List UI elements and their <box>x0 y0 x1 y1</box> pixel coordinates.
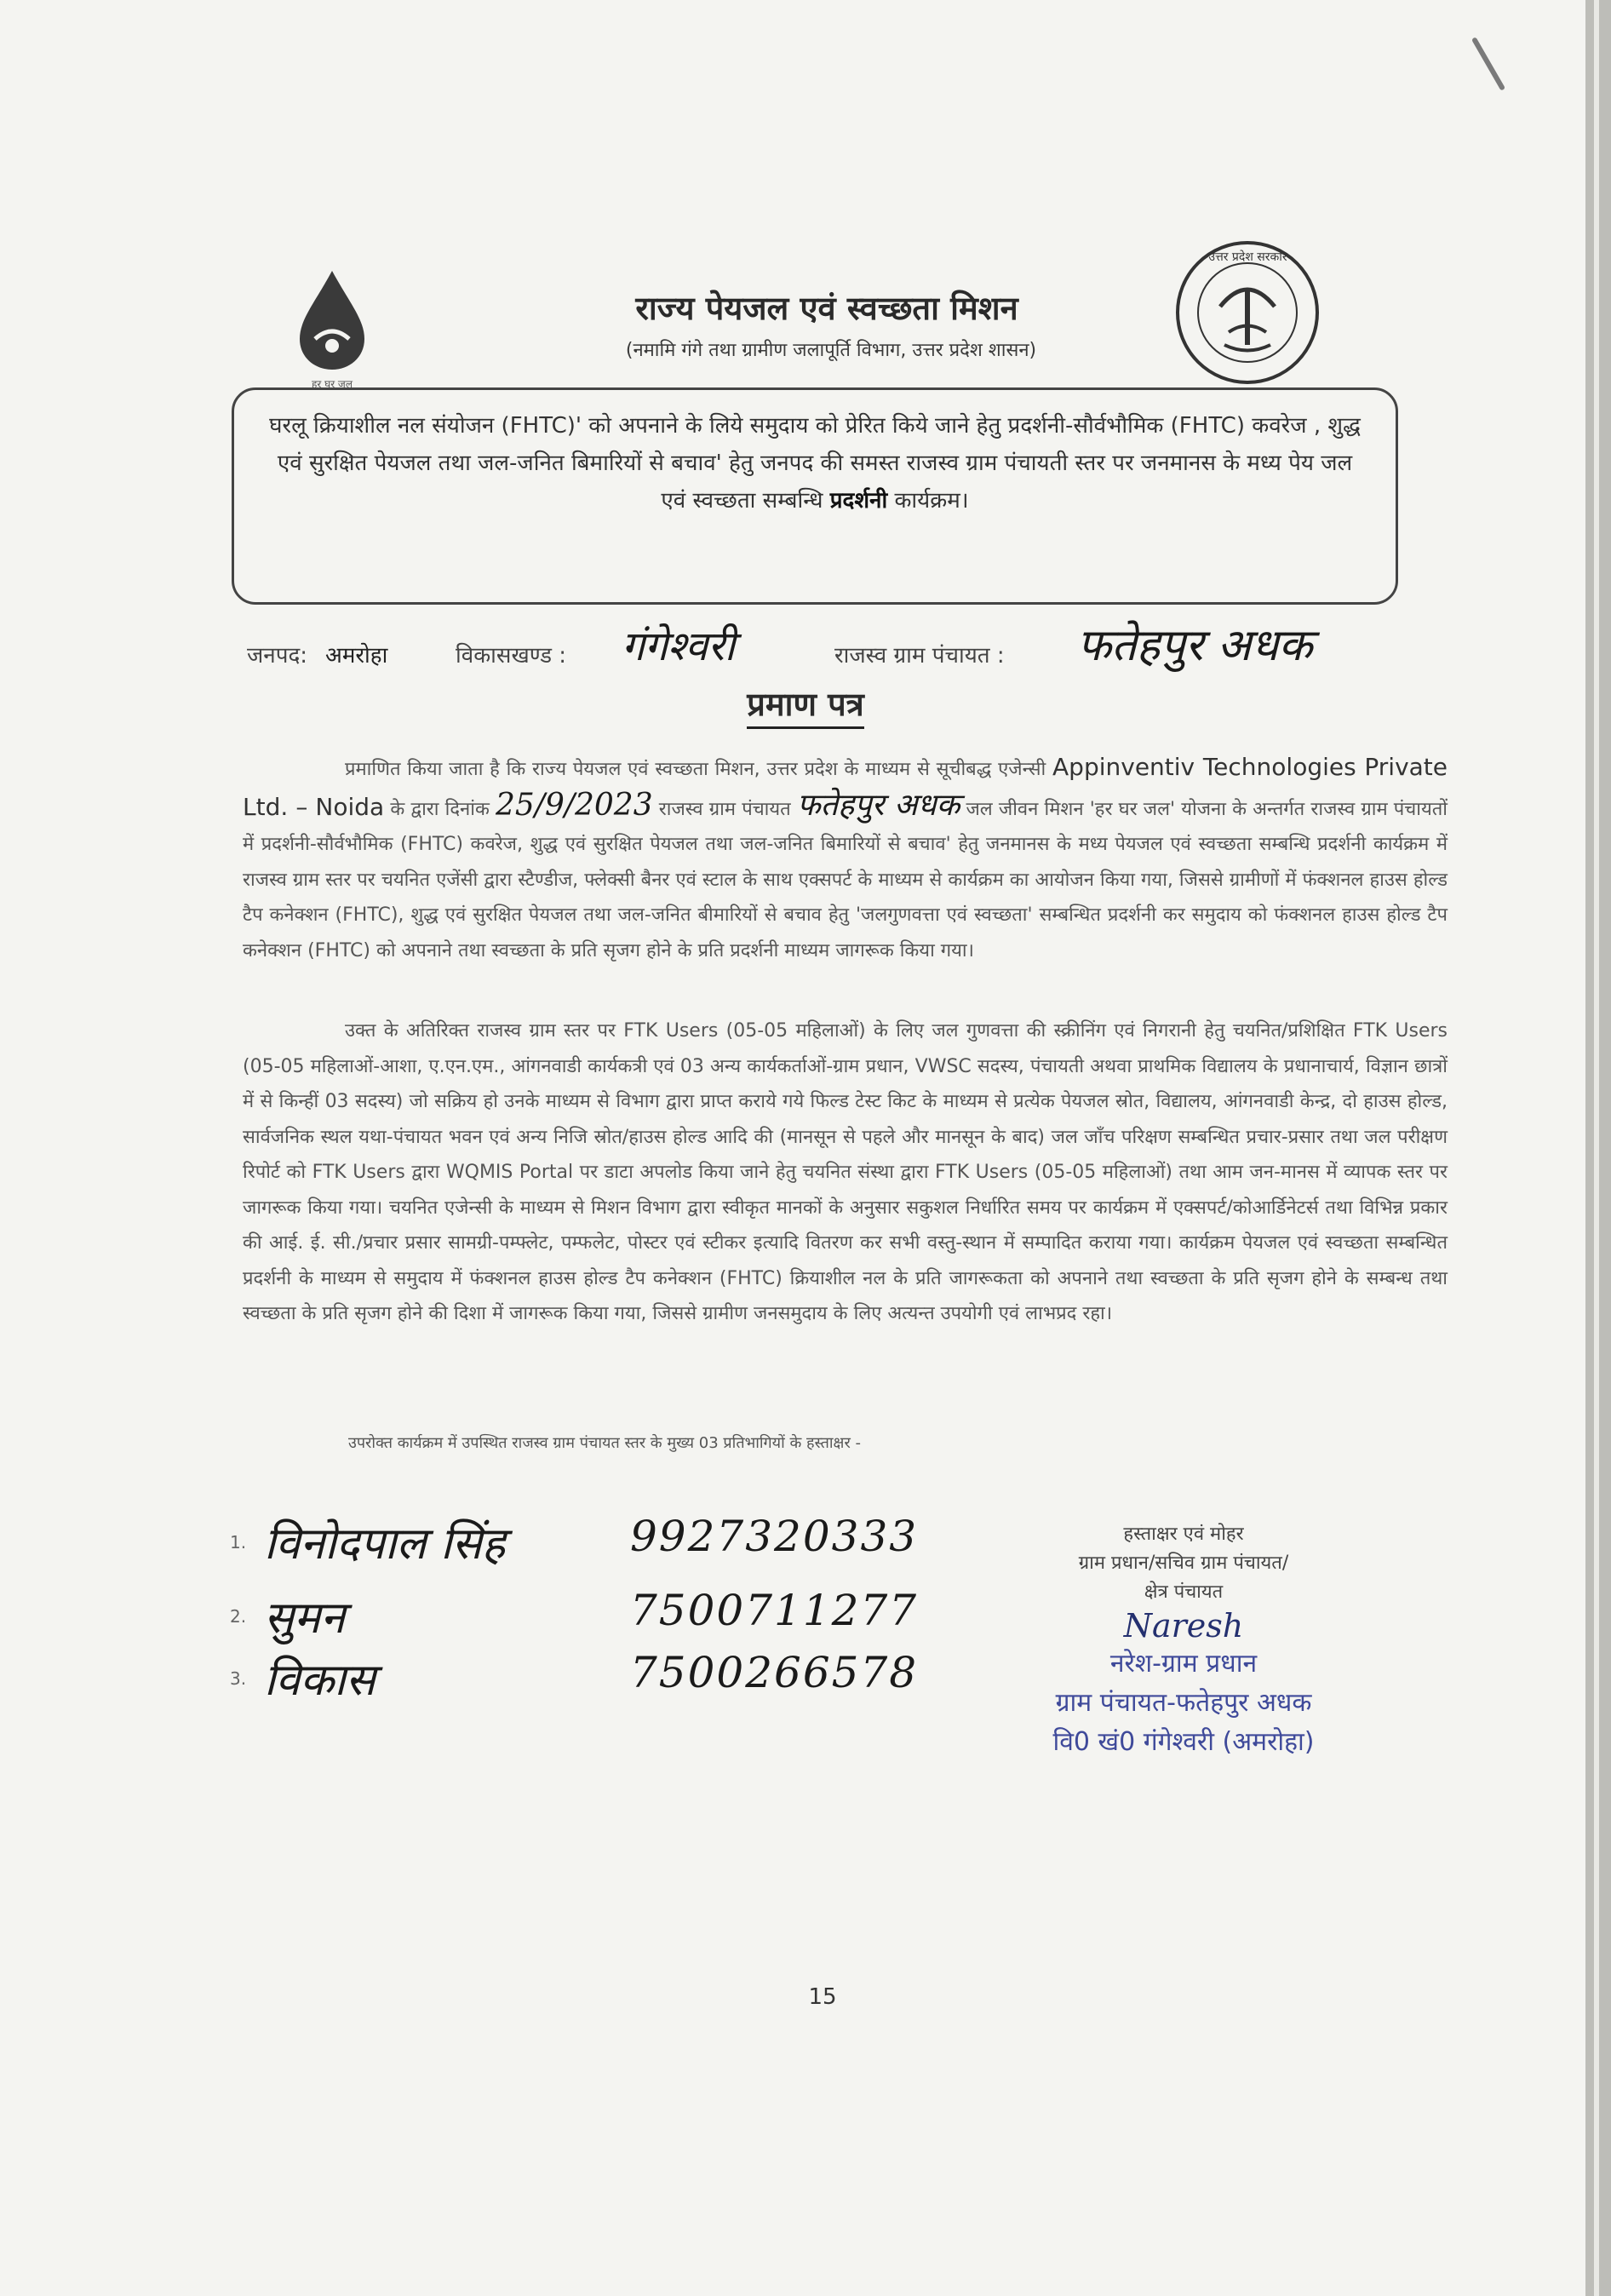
stamp-line: नरेश-ग्राम प्रधान <box>1109 1649 1258 1679</box>
programme-end: कार्यक्रम। <box>894 488 969 514</box>
district-label: जनपद: <box>247 643 308 669</box>
signatory-phone: 7500711277 <box>630 1586 919 1635</box>
programme-description-box <box>232 387 1398 605</box>
signatory-phone: 7500266578 <box>630 1648 919 1697</box>
district-value: अमरोहा <box>325 643 388 669</box>
mission-subtitle: (नमामि गंगे तथा ग्रामीण जलापूर्ति विभाग, उत्तर प्रदेश शासन) <box>625 340 1037 361</box>
staple-mark <box>1471 37 1505 91</box>
block-label: विकासखण्ड : <box>456 643 567 669</box>
signatory-name: विकास <box>264 1655 376 1706</box>
certificate-paragraph-2: उक्त के अतिरिक्त राजस्व ग्राम स्तर पर FTK Users (05-05 महिलाओं) के लिए जल गुणवत्ता की स्क्रीनिंग एवं निगरानी हेतु चयनित/प्रशिक्षित FTK Users (05-05 महिलाओं-आशा, ए.एन.एम., आंगनवाडी कार्यकत्री एवं 03 अन्य कार्यकर्ताओं-ग्राम प्रधान, VWSC सदस्य, पंचायती अथवा प्राथमिक विद्यालय के प्रधानाचार्य, विज्ञान छात्रों में से किन्हीं 03 सदस्य) जो सक्रिय हो उनके माध्यम से विभाग द्वारा प्राप्त कराये गये फिल्ड टेस्ट किट के माध्यम से प्रत्येक पेयजल स्रोत, विद्यालय, आंगनवाडी केन्द्र, दो हाउस होल्ड, सार्वजनिक स्थल यथा-पंचायत भवन एवं अन्य निजि स्रोत/हाउस होल्ड आदि की (मानसून से पहले और मानसून के बाद) जल जाँच परिक्षण सम्बन्धित प्रचार-प्रसार तथा जल परीक्षण रिपोर्ट को FTK Users द्वारा WQMIS Portal पर डाटा अपलोड किया जाने हेतु चयनित संस्था द्वारा FTK Users (05-05 महिलाओं) तथा आम जन-मानस में व्यापक स्तर पर जागरूक किया गया। चयनित एजेन्सी के माध्यम से मिशन विभाग द्वारा स्वीकृत मानकों के अनुसार सकुशल निर्धारित समय पर कार्यक्रम में एक्सपर्ट/कोआर्डिनेटर्स तथा विभिन्न प्रकार की आई. ई. सी./प्रचार प्रसार सामग्री-पम्फ्लेट, पम्फलेट, पोस्टर एवं स्टीकर इत्यादि वितरण कर सभी वस्तु-स्थान में सम्पादित कराया गया। कार्यक्रम पेयजल एवं स्वच्छता सम्बन्धित प्रदर्शनी के माध्यम से समुदाय में फंक्शनल हाउस होल्ड टैप कनेक्शन (FHTC) क्रियाशील नल के प्रति जागरूकता को अपनाने तथा स्वच्छता के प्रति सृजग होने के सम्बन्ध तथा स्वच्छता के प्रति सृजग होने की दिशा में जागरूक किया गया, जिससे ग्रामीण जनसमुदाय के लिए अत्यन्त उपयोगी एवं लाभप्रद रहा। <box>243 1020 1448 1324</box>
stamp-label: ग्राम प्रधान/सचिव ग्राम पंचायत/ <box>1078 1553 1289 1574</box>
agency-name: Appinventiv Technologies Private Ltd. – Noida <box>243 753 1448 821</box>
certificate-title: प्रमाण पत्र <box>0 681 1585 726</box>
signatory-name: विनोदपाल सिंह <box>264 1518 506 1570</box>
stamp-line: ग्राम पंचायत-फतेहपुर अधक <box>1055 1688 1312 1718</box>
pradhan-stamp <box>962 1520 1405 1762</box>
page-number: 15 <box>808 1984 837 2010</box>
stamp-label: क्षेत्र पंचायत <box>1144 1581 1224 1603</box>
page-edge-strip <box>1594 0 1599 2296</box>
logo-caption: हर घर जल <box>312 378 353 390</box>
gp-label: राजस्व ग्राम पंचायत : <box>834 643 1005 669</box>
emblem-caption: उत्तर प्रदेश सरकार <box>1208 250 1287 264</box>
certificate-paragraph-1: प्रमाणित किया जाता है कि राज्य पेयजल एवं स्वच्छता मिशन, उत्तर प्रदेश के माध्यम से सूचीबद्ध एजेन्सी Appinventiv Technologies Private Ltd. – Noida के द्वारा दिनांक 25/9/2023 राजस्व ग्राम पंचायत फतेहपुर अधक जल जीवन मिशन 'हर घर जल' योजना के अन्तर्गत राजस्व ग्राम पंचायतों में प्रदर्शनी-सौर्वभौमिक (FHTC) कवरेज, शुद्ध एवं सुरक्षित पेयजल तथा जल-जनित बिमारियों से बचाव' हेतु जनमानस के मध्य पेयजल एवं स्वच्छता सम्बन्धि प्रदर्शनी कार्यक्रम में राजस्व ग्राम स्तर पर चयनित एजेंसी द्वारा स्टैण्डीज, फ्लेक्सी बैनर एवं स्टाल के साथ एक्सपर्ट के माध्यम से कार्यक्रम का आयोजन किया गया, जिससे ग्रामीणों में फंक्शनल हाउस होल्ड टैप कनेक्शन (FHTC), शुद्ध एवं सुरक्षित पेयजल तथा जल-जनित बीमारियों से बचाव हेतु 'जलगुणवत्ता एवं स्वच्छता' सम्बन्धित प्रदर्शनी कर समुदाय को फंक्शनल हाउस होल्ड टैप कनेक्शन (FHTC) को अपनाने तथा स्वच्छता के प्रति सृजग होने के प्रति प्रदर्शनी माध्यम जागरूक किया गया। <box>243 753 1448 961</box>
stamp-line: वि0 खं0 गंगेश्वरी (अमरोहा) <box>1052 1727 1315 1757</box>
programme-bold-word: प्रदर्शनी <box>829 488 888 514</box>
gram-panchayat-name: फतेहपुर अधक <box>796 787 960 823</box>
mission-title: राज्य पेयजल एवं स्वच्छता मिशन <box>635 290 1018 327</box>
programme-text: घरलू क्रियाशील नल संयोजन (FHTC)' को अपनाने के लिये समुदाय को प्रेरित किये जाने हेतु प्रदर्शनी-सौर्वभौमिक (FHTC) कवरेज , शुद्ध एवं सुरक्षित पेयजल तथा जल-जनित बिमारियों से बचाव' हेतु जनपद की समस्त राजस्व ग्राम पंचायती स्तर पर जनमानस के मध्य पेय जल एवं स्वच्छता सम्बन्धि <box>269 413 1361 514</box>
location-line <box>247 622 1456 681</box>
block-value: गंगेश्वरी <box>622 623 736 670</box>
programme-date: 25/9/2023 <box>496 787 653 823</box>
signatory-phone: 9927320333 <box>630 1512 919 1561</box>
gp-value: फतेहपुर अधक <box>1077 620 1313 671</box>
signatories-intro: उपरोक्त कार्यक्रम में उपस्थित राजस्व ग्राम पंचायत स्तर के मुख्य 03 प्रतिभागियों के हस्ताक्षर - <box>347 1434 862 1452</box>
document-page: हर घर जल उत्तर प्रदेश सरकार राज्य पेयजल एवं स्वच्छता मिशन (नमामि गंगे तथा ग्रामीण जलापूर्ति विभाग, उत्तर प्रदेश शासन) घरलू क्रियाशील नल संयोजन (FHTC)' को अपनाने के लिये समुदाय को प्रेरित किये जाने हेतु प्रदर्शनी-सौर्वभौमिक (FHTC) कवरेज , शुद्ध एवं सुरक्षित पेयजल तथा जल-जनित बिमारियों से बचाव' हेतु जनपद की समस्त राजस्व ग्राम पंचायती स्तर पर जनमानस के मध्य पेय जल एवं स्वच्छता सम्बन्धि प्रदर्शनी कार्यक्रम। जनपद: अमरोहा विकासखण्ड : गंगेश्वरी राजस्व ग्राम पंचायत : फतेहपुर अधक प्रमाण पत्र प्रमाणित किया जाता है कि राज्य पेयजल एवं स्वच्छता मिशन, उत्तर प्रदेश के माध्यम से सूचीबद्ध एजेन्सी Appinventiv Technologies Private Ltd. – Noida के द्वारा दिनांक 25/9/2023 राजस्व ग्राम पंचायत फतेहपुर अधक जल जीवन मिशन 'हर घर जल' योजना के अन्तर्गत राजस्व ग्राम पंचायतों में प्रदर्शनी-सौर्वभौमिक (FHTC) कवरेज, शुद्ध एवं सुरक्षित पेयजल तथा जल-जनित बिमारियों से बचाव' हेतु जनमानस के मध्य पेयजल एवं स्वच्छता सम्बन्धि प्रदर्शनी कार्यक्रम में राजस्व ग्राम स्तर पर चयनित एजेंसी द्वारा स्टैण्डीज, फ्लेक्सी बैनर एवं स्टाल के साथ एक्सपर्ट के माध्यम से कार्यक्रम का आयोजन किया गया, जिससे ग्रामीणों में फंक्शनल हाउस होल्ड टैप कनेक्शन (FHTC), शुद्ध एवं सुरक्षित पेयजल तथा जल-जनित बीमारियों से बचाव हेतु 'जलगुणवत्ता एवं स्वच्छता' सम्बन्धित प्रदर्शनी कर समुदाय को फंक्शनल हाउस होल्ड टैप कनेक्शन (FHTC) को अपनाने तथा स्वच्छता के प्रति सृजग होने के प्रति प्रदर्शनी माध्यम जागरूक किया गया। उक्त के अतिरिक्त राजस्व ग्राम स्तर पर FTK Users (05-05 महिलाओं) के लिए जल गुणवत्ता की स्क्रीनिंग एवं निगरानी हेतु चयनित/प्रशिक्षित FTK Users (05-05 महिलाओं-आशा, ए.एन.एम., आंगनवाडी कार्यकत्री एवं 03 अन्य कार्यकर्ताओं-ग्राम प्रधान, VWSC सदस्य, पंचायती अथवा प्राथमिक विद्यालय के प्रधानाचार्य, विज्ञान छात्रों में से किन्हीं 03 सदस्य) जो सक्रिय हो उनके माध्यम से विभाग द्वारा प्राप्त कराये गये फिल्ड टेस्ट किट के माध्यम से प्रत्येक पेयजल स्रोत, विद्यालय, आंगनवाडी केन्द्र, दो हाउस होल्ड, सार्वजनिक स्थल यथा-पंचायत भवन एवं अन्य निजि स्रोत/हाउस होल्ड आदि की (मानसून से पहले और मानसून के बाद) जल जाँच परिक्षण सम्बन्धित प्रचार-प्रसार तथा जल परीक्षण रिपोर्ट को FTK Users द्वारा WQMIS Portal पर डाटा अपलोड किया जाने हेतु चयनित संस्था द्वारा FTK Users (05-05 महिलाओं) तथा आम जन-मानस में व्यापक स्तर पर जागरूक किया गया। चयनित एजेन्सी के माध्यम से मिशन विभाग द्वारा स्वीकृत मानकों के अनुसार सकुशल निर्धारित समय पर कार्यक्रम में एक्सपर्ट/कोआर्डिनेटर्स तथा विभिन्न प्रकार की आई. ई. सी./प्रचार प्रसार सामग्री-पम्फ्लेट, पम्फलेट, पोस्टर एवं स्टीकर इत्यादि वितरण कर सभी वस्तु-स्थान में सम्पादित कराया गया। कार्यक्रम पेयजल एवं स्वच्छता सम्बन्धित प्रदर्शनी के माध्यम से समुदाय में फंक्शनल हाउस होल्ड टैप कनेक्शन (FHTC) क्रियाशील नल के प्रति जागरूकता को अपनाने तथा स्वच्छता के प्रति सृजग होने के सम्बन्ध तथा स्वच्छता के प्रति सृजग होने की दिशा में जागरूक किया गया, जिससे ग्रामीण जनसमुदाय के लिए अत्यन्त उपयोगी एवं लाभप्रद रहा। उपरोक्त कार्यक्रम में उपस्थित राजस्व ग्राम पंचायत स्तर के मुख्य 03 प्रतिभागियों के हस्ताक्षर - 1. विनोदपाल सिंह 9927320333 2. सुमन 7500711277 3. विकास 7500266578 हस्ताक्षर एवं मोहर ग्राम प्रधान/सचिव ग्राम पंचायत/ क्षेत्र पंचायत Naresh नरेश-ग्राम प्रधान ग्राम पंचायत-फतेहपुर अधक वि0 खं0 गंगेश्वरी (अमरोहा) 15 <box>0 0 1585 2296</box>
signatory-name: सुमन <box>264 1593 346 1644</box>
pradhan-signature: Naresh <box>1123 1607 1244 1645</box>
stamp-label: हस्ताक्षर एवं मोहर <box>1123 1524 1244 1545</box>
